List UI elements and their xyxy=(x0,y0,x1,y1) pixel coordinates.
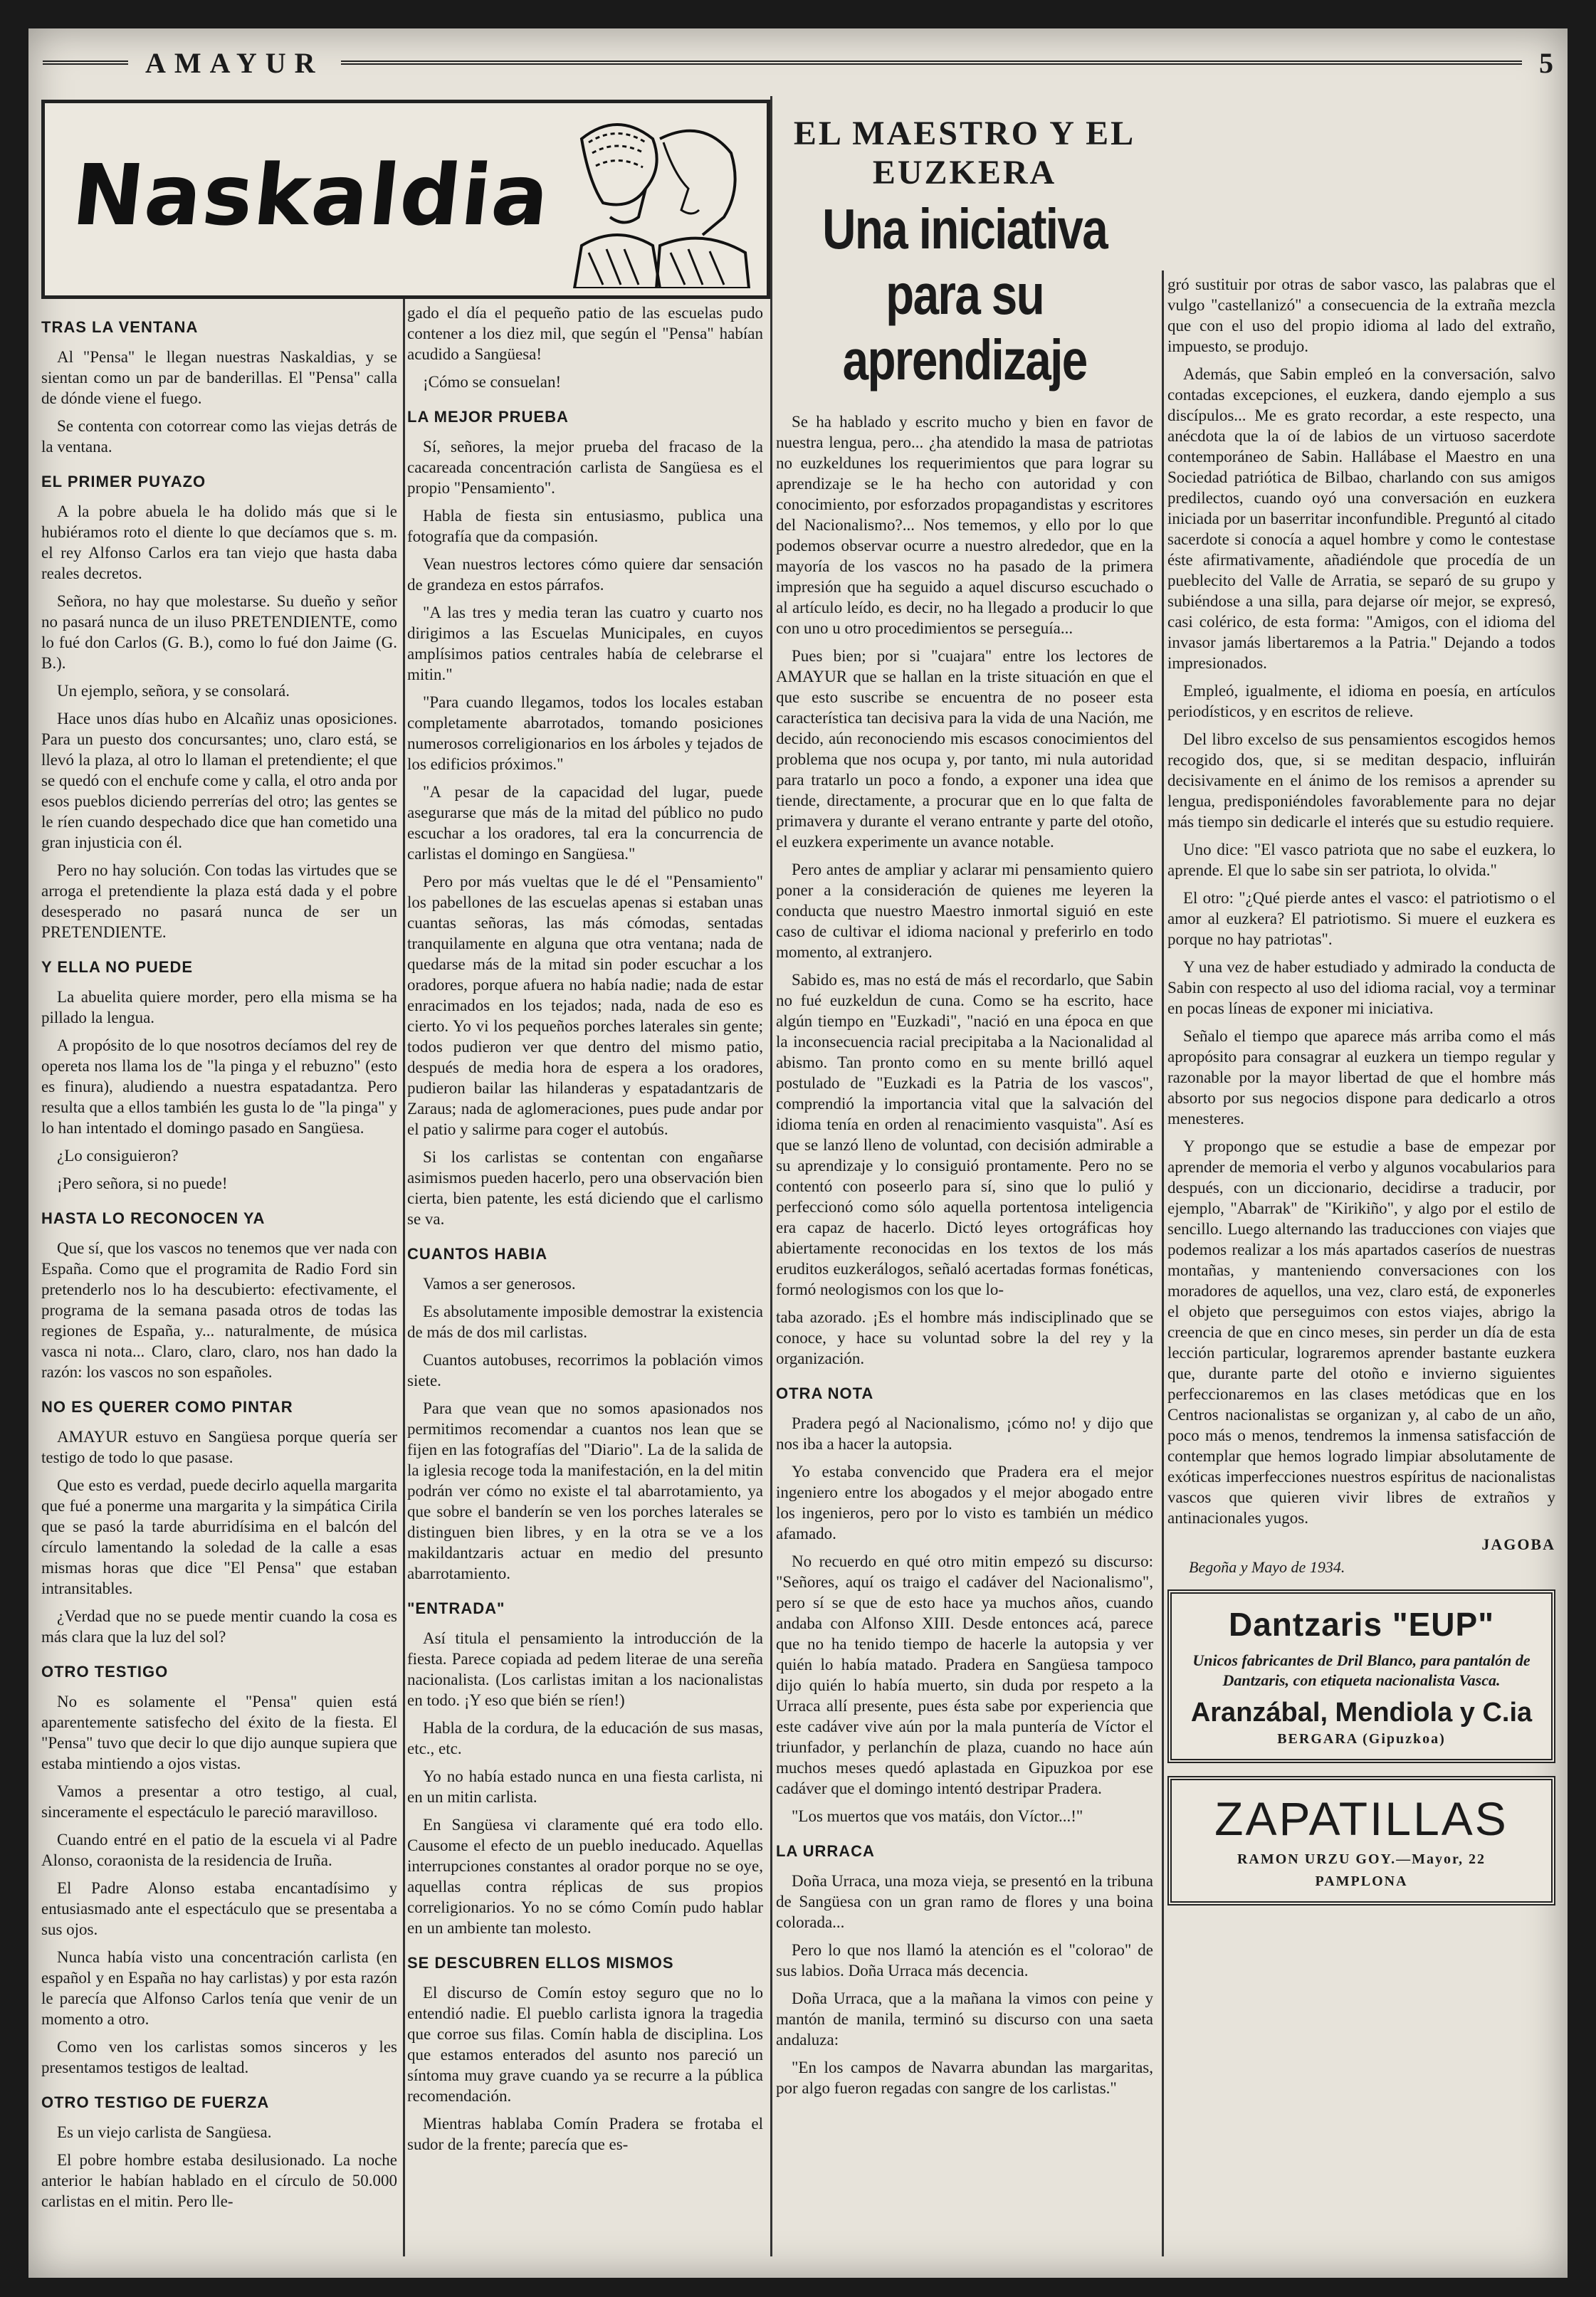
article-dateline: Begoña y Mayo de 1934. xyxy=(1189,1558,1345,1576)
paragraph: AMAYUR estuvo en Sangüesa porque quería ser testigo de todo lo que pasase. xyxy=(41,1428,397,1466)
article-kicker: EL MAESTRO Y EL EUZKERA xyxy=(793,115,1136,191)
naskaldia-section-2 xyxy=(41,473,397,942)
paragraph: Un ejemplo, señora, y se consolará. xyxy=(57,682,290,700)
ad-city: PAMPLONA xyxy=(1315,1873,1408,1889)
paragraph: Como ven los carlistas somos sinceros y les presentamos testigos de lealtad. xyxy=(41,2038,397,2076)
naskaldia-masthead xyxy=(41,100,770,299)
zapatillas-advertisement xyxy=(1167,1776,1555,1906)
header-rule-right xyxy=(341,61,1522,65)
section-heading: OTRA NOTA xyxy=(776,1384,874,1402)
page-number: 5 xyxy=(1539,46,1553,79)
paragraph: Señalo el tiempo que aparece más arriba como el más apropósito para consagrar al euzkera un tiempo regular y razonable por la mayor libertad de que el hombre más absorto por sus negocios dispone para dedicarlo a otros menesteres. xyxy=(1167,1027,1555,1128)
naskaldia-section-6 xyxy=(41,1663,397,2078)
paragraph: Habla de fiesta sin entusiasmo, publica una fotografía que da compasión. xyxy=(407,507,763,545)
section-heading: LA MEJOR PRUEBA xyxy=(407,408,569,426)
running-header xyxy=(43,41,1553,84)
paragraph: ¡Pero señora, si no puede! xyxy=(57,1174,228,1192)
paragraph: Y una vez de haber estudiado y admirado la conducta de Sabin con respecto al uso del idioma racial, voy a terminar en pocas líneas de exponer mi iniciativa. xyxy=(1167,958,1555,1017)
column-divider xyxy=(1162,270,1164,2256)
paragraph: Pero lo que nos llamó la atención es el "colorao" de sus labios. Doña Urraca más decencia. xyxy=(776,1941,1153,1980)
paragraph: El Padre Alonso estaba encantadísimo y entusiasmado ante el espectáculo que se presentaba a sus ojos. xyxy=(41,1879,397,1938)
section-heading: TRAS LA VENTANA xyxy=(41,318,199,336)
paragraph: Si los carlistas se contentan con engañarse asimismos pueden hacerlo, pero una observación bien cierta, bien patente, les está diciendo que el carlismo se va. xyxy=(407,1148,763,1228)
naskaldia-section-3 xyxy=(41,958,397,1194)
paragraph: En Sangüesa vi claramente qué era todo ello. Causome el efecto de un pueblo ineducado. Aquellas interrupciones constantes al orador porque no se oye, aquellas contra réplicas de sus propios correligionarios. Yo no se cómo Comín pudo hablar en un ambiente tan molesto. xyxy=(407,1816,763,1937)
paragraph: Señora, no hay que molestarse. Su dueño y señor no pasará nunca de un iluso PRETENDIENTE, como lo fué don Carlos (G. B.), como lo fué don Jaime (G. B.). xyxy=(41,592,397,672)
section-heading: EL PRIMER PUYAZO xyxy=(41,473,206,490)
paragraph: Yo estaba convencido que Pradera era el mejor ingeniero entre los abogados y el mejor abogado entre los ingenieros, pero por lo visto es también un médico afamado. xyxy=(776,1463,1153,1542)
newspaper-page xyxy=(28,28,1568,2278)
paragraph: ¿Lo consiguieron? xyxy=(57,1147,179,1165)
section-heading: OTRO TESTIGO xyxy=(41,1663,169,1681)
paragraph: "Para cuando llegamos, todos los locales estaban completamente abarrotados, tomando posiciones numerosos correligionarios en los árboles y tejados de los edificios próximos." xyxy=(407,693,763,773)
main-article-column-2 xyxy=(1167,274,1555,2256)
dantzaris-advertisement xyxy=(1167,1589,1555,1763)
paragraph: La abuelita quiere morder, pero ella misma se ha pillado la lengua. xyxy=(41,988,397,1026)
ad-title: ZAPATILLAS xyxy=(1214,1792,1508,1845)
paragraph: Vamos a ser generosos. xyxy=(423,1275,576,1293)
paragraph: A la pobre abuela le ha dolido más que si le hubiéramos roto el diente lo que decíamos que s. m. el rey Alfonso Carlos era tan viejo que hasta daba reales decretos. xyxy=(41,503,397,582)
paragraph: A propósito de lo que nosotros decíamos del rey de opereta nos llama los de "la pinga y el rebuzno" (esto es finura), aludiendo a nuestra espatadantza. Pero resulta que a ellos también les gusta lo de "la pinga" y lo han intentado el domingo pasado en Sangüesa. xyxy=(41,1036,397,1137)
paragraph: Doña Urraca, una moza vieja, se presentó en la tribuna de Sangüesa con un gran ramo de flores y una boina colorada... xyxy=(776,1872,1153,1931)
paragraph: Pero no hay solución. Con todas las virtudes que se arroga el pretendiente la plaza está dada y el pobre desesperado no pasará nunca de ser un PRETENDIENTE. xyxy=(41,861,397,941)
paragraph: Además, que Sabin empleó en la conversación, salvo contadas excepciones, el euzkera, dando ejemplo a sus discípulos... Me es grato recordar, a este respecto, una anécdota que la oí de labios de un virtuoso sacerdote contemporáneo de Sabin. Hallábase el Maestro en una Sociedad patriótica de Bilbao, charlando con sus amigos predilectos, cuando oyó una conversación en euzkera iniciada por un baserritar inconfundible. Preguntó al citado sacerdote si conocía a aquel hombre y como le contestase éste afirmativamente, añadiéndole que procedía de un pueblecito del Valle de Arratia, se separó de su grupo y subiéndose a una silla, para dejarse oír mejor, se expresó, casi colérico, de esta forma: "Amigos, con el idioma del invasor jamás libertaremos a la Patria." Dejando a todos impresionados. xyxy=(1167,365,1555,672)
paragraph: Se contenta con cotorrear como las viejas detrás de la ventana. xyxy=(41,417,397,456)
paragraph: El pobre hombre estaba desilusionado. La noche anterior le habían hablado en el círculo de 50.000 carlistas en el mitin. Pero lle- xyxy=(41,2151,397,2210)
section-heading: NO ES QUERER COMO PINTAR xyxy=(41,1398,293,1416)
article-headline: Una iniciativa para su aprendizaje xyxy=(822,197,1108,391)
paragraph: Habla de la cordura, de la educación de sus masas, etc., etc. xyxy=(407,1719,763,1757)
paragraph: Empleó, igualmente, el idioma en poesía, en artículos periodísticos, y en escritos de relieve. xyxy=(1167,682,1555,720)
paragraph: Hace unos días hubo en Alcañiz unas oposiciones. Para un puesto dos concursantes; uno, claro está, se llevó la plaza, al otro lo llaman el pretendiente; el que se quedó con el enchufe come y calla, el otro anda por esos pueblos diciendo perrerías del otro; las gentes se le ríen cuando despechado dice que han cometido una gran injusticia con él. xyxy=(41,710,397,851)
paragraph: Que sí, que los vascos no tenemos que ver nada con España. Como que el programita de Radio Ford sin pretenderlo nos lo ha descubierto: efectivamente, el programa de la semana pasada otros de todas las regiones de España, y... naturalmente, de música vasca ni nota... Claro, claro, claro, nos han dado la razón: los vascos no son españoles. xyxy=(41,1239,397,1381)
paragraph: Yo no había estado nunca en una fiesta carlista, ni en un mitin carlista. xyxy=(407,1767,763,1806)
header-rule-left xyxy=(43,61,128,65)
naskaldia-column-1 xyxy=(41,303,397,2256)
section-heading: SE DESCUBREN ELLOS MISMOS xyxy=(407,1954,674,1972)
paragraph: Pero por más vueltas que le dé el "Pensamiento" los pabellones de las escuelas apenas si estaban unas cuantas señoras, las más cómodas, sentadas tranquilamente en alguna que otra ventana; nada de quedarse más de la mitad sin poder escuchar a los oradores, porque afuera no había nadie; nada de estar enracimados en los tejados; nada, nada de eso es cierto. Yo vi los pequeños porches laterales sin gente; todos pudieron ver que dentro del mismo patio, después de media hora de espera a los oradores, pudieron bailar las hilanderas y espatadantzaris de Zaraus; nada de aglomeraciones, pues pude andar por el patio y salirme para coger el autobús. xyxy=(407,873,763,1138)
naskaldia-section-7 xyxy=(41,2093,397,2212)
paragraph: taba azorado. ¡Es el hombre más indisciplinado que se conoce, y hace su voluntad sobre la del rey y la organización. xyxy=(776,1308,1153,1367)
paragraph: Vean nuestros lectores cómo quiere dar sensación de grandeza en estos párrafos. xyxy=(407,555,763,594)
paragraph: Pues bien; por si "cuajara" entre los lectores de AMAYUR que se hallan en la triste situación en que el que esto suscribe se encuentra de no poseer esta característica tan decisiva para la vida de una Nación, me decido, aún reconociendo mis escasos conocimientos del problema que nos ocupa y, por tanto, mi nula autoridad para tratarlo un poco a fondo, a exponer una idea que tiende, directamente, a procurar que en lo que falta de primavera y durante el verano entrante y parte del otoño, el euzkera experimente un avance notable. xyxy=(776,647,1153,851)
paragraph: Pradera pegó al Nacionalismo, ¡cómo no! y dijo que nos iba a hacer la autopsia. xyxy=(776,1414,1153,1453)
paragraph: Que esto es verdad, puede decirlo aquella margarita que fué a ponerme una margarita y la simpática Cirila que se pasó la tarde aburridísima en el balcón del círculo lamentando la soledad de la calle a esas mismas horas que dice "El Pensa" que estaban intransitables. xyxy=(41,1476,397,1597)
naskaldia-section-4 xyxy=(41,1209,397,1382)
ad-subtitle: Unicos fabricantes de Dril Blanco, para pantalón de Dantzaris, con etiqueta nacionalista Vasca. xyxy=(1192,1651,1531,1689)
paragraph: Cuando entré en el patio de la escuela vi al Padre Alonso, coraonista de la residencia de Iruña. xyxy=(41,1831,397,1869)
paragraph: "A pesar de la capacidad del lugar, puede asegurarse que más de la mitad del público no pudo escuchar a los oradores, tal era la concurrencia de carlistas el domingo en Sangüesa." xyxy=(407,783,763,863)
naskaldia-section-5 xyxy=(41,1398,397,1647)
paragraph: gado el día el pequeño patio de las escuelas pudo contener a los diez mil, que según el "Pensa" habían acudido a Sangüesa! xyxy=(407,304,763,363)
section-heading: "ENTRADA" xyxy=(407,1599,505,1617)
paragraph: Se ha hablado y escrito mucho y bien en favor de nuestra lengua, pero... ¿ha atendido la masa de patriotas no euzkeldunes los requerimientos que para lograr su aprendizaje se le ha hecho con autoridad y con conocimiento, por esforzados propagandistas y escritores del Nacionalismo?... Nos tememos, y ello por lo que podemos observar ocurre a nuestro alrededor, que en la mayoría de los vascos no ha pasado de la primera impresión que ha seguido a aquel discurso escuchado o al artículo leído, es decir, no ha llegado a producir lo que con uno u otro procedimientos se perseguía... xyxy=(776,413,1153,637)
ad-company: Aranzábal, Mendiola y C.ia xyxy=(1190,1698,1533,1728)
section-heading: HASTA LO RECONOCEN YA xyxy=(41,1209,266,1227)
paragraph: gró sustituir por otras de sabor vasco, las palabras que el vulgo "castellanizó" a consecuencia de la extraña mezcla que con el uso del propio idioma al lado del extraño, impuesto, se produjo. xyxy=(1167,275,1555,355)
paragraph: Sí, señores, la mejor prueba del fracaso de la cacareada concentración carlista de Sangüesa es el propio "Pensamiento". xyxy=(407,438,763,497)
masthead-title: Naskaldia xyxy=(68,146,555,244)
paragraph: Para que vean que no somos apasionados nos permitimos recomendar a cuantos nos lean que se fijen en las fotografías del "Diario". La de la salida de la iglesia recoge toda la manifestación, en la del mitin podrán ver cómo no existe el tal abarrotamiento, ya que sobre el banderín se ven los porches laterales se distinguen bien libres, y en la otra se ve a los makildantzaris actuar en medio del presunto abarrotamiento. xyxy=(407,1399,763,1582)
paragraph: Sabido es, mas no está de más el recordarlo, que Sabin no fué euzkeldun de cuna. Como se ha escrito, hace algún tiempo en "Euzkadi", "nació en una época en que la inconsecuencia racial precipitaba a la Nacionalidad al abismo. Tan pronto como en su mente brilló aquel postulado de "Euzkadi es la Patria de los vascos", comprendió la importancia vital que la salvación del idioma tenía en orden al renacimiento vasquista". Así es que se lanzó lleno de voluntad, con decisión admirable a su aprendizaje y lo consiguió prontamente. Pero no se contentó con poseerlo para sí, sino que lo pulió y perfeccionó como sólo aquella portentosa inteligencia era capaz de hacerlo. Dictó leyes ortográficas hoy abiertamente reconocidas en los textos de los más eruditos euzkerálogos, señaló acertadas formas fonéticas, formó neologismos con los que lo- xyxy=(776,971,1153,1298)
paragraph: Mientras hablaba Comín Pradera se frotaba el sudor de la frente; parecía que es- xyxy=(407,2115,763,2153)
two-women-illustration xyxy=(539,110,752,288)
column-divider xyxy=(770,96,772,2256)
paragraph: Así titula el pensamiento la introducción de la fiesta. Parece copiada ad pedem literae de una sereña nacionalista. (Los carlistas imitan a los nacionalistas en todo. ¡Y eso que bién se ríen!) xyxy=(407,1629,763,1709)
ad-address: RAMON URZU GOY.—Mayor, 22 xyxy=(1237,1851,1486,1867)
paragraph: El otro: "¿Qué pierde antes el vasco: el patriotismo o el amor al euzkera? El patriotismo. Si muere el euzkera es porque no hay patriotas". xyxy=(1167,889,1555,948)
paragraph: Pero antes de ampliar y aclarar mi pensamiento quiero poner a la consideración de quienes me leyeren la conducta que nuestro Maestro inmortal siguió en este caso de cultivar el idioma nacional y preferirlo en todo momento, al extranjero. xyxy=(776,861,1153,961)
section-heading: Y ELLA NO PUEDE xyxy=(41,958,194,976)
section-heading: LA URRACA xyxy=(776,1842,875,1860)
paragraph: Cuantos autobuses, recorrimos la población vimos siete. xyxy=(407,1351,763,1389)
paragraph: No recuerdo en qué otro mitin empezó su discurso: "Señores, aquí os traigo el cadáver del Nacionalismo", pero sí se que de esto hace ya muchos años, cuando andaba con Alfonso XIII. Desde entonces acá, parece que no ha tenido tiempo de hacerle la autopsia y ver quién lo había matado. Pradera en Sangüesa tampoco dijo quién lo había muerto, sin duda por respeto a la Urraca allí presente, pues ésta sabe por experiencia que este cadáver vive aún por la mala puntería de Víctor el triunfador, y perlanchín de plaza, cuando no hace aún muchos meses quedó aplastada en Gipuzkoa por ese cadáver que el domingo intentó destripar Pradera. xyxy=(776,1552,1153,1797)
paragraph: Uno dice: "El vasco patriota que no sabe el euzkera, lo aprende. El que lo sabe sin ser patriota, lo olvida." xyxy=(1167,841,1555,879)
column-divider xyxy=(403,299,405,2256)
paragraph: Del libro excelso de sus pensamientos escogidos hemos recogido dos, que, si se meditan despacio, influirán decisivamente en el ánimo de los remisos a aprender su lengua, predisponiéndoles favorablemente para no dejar más tiempo sin dedicarle el interés que su estudio requiere. xyxy=(1167,730,1555,831)
paragraph: ¿Verdad que no se puede mentir cuando la cosa es más clara que la luz del sol? xyxy=(41,1607,397,1646)
naskaldia-section-1 xyxy=(41,318,397,457)
paragraph: Vamos a presentar a otro testigo, al cual, sinceramente el espectáculo le pareció maravilloso. xyxy=(41,1782,397,1821)
section-heading: CUANTOS HABIA xyxy=(407,1245,548,1263)
naskaldia-column-2 xyxy=(407,303,763,2256)
paragraph: "A las tres y media teran las cuatro y cuarto nos dirigimos a las Escuelas Municipales, en cuyos amplísimos patios centrales había de celebrarse el mitin." xyxy=(407,604,763,683)
paragraph: Nunca había visto una concentración carlista (en español y en España no hay carlistas) y por esta razón le parecía que Alfonso Carlos tenía que venir de un momento a otro. xyxy=(41,1948,397,2028)
paragraph: Doña Urraca, que a la mañana la vimos con peine y mantón de manila, terminó su discurso con una saeta andaluza: xyxy=(776,1989,1153,2049)
paragraph: Es un viejo carlista de Sangüesa. xyxy=(57,2123,272,2141)
ad-location: BERGARA (Gipuzkoa) xyxy=(1277,1731,1446,1747)
paragraph: Y propongo que se estudie a base de empezar por aprender de memoria el verbo y algunos vocabularios para después, con un diccionario, decidirse a traducir, por ejemplo, "Abarrak" de "Kirikiño", y algo por el estilo de sencillo. Luego alternando las traducciones con viajes que podemos realizar a los más apartados caseríos de nuestras montañas, y manteniendo conversaciones con los moradores de aquellos, una vez, claro está, de exponerles el objeto que perseguimos con estos viajes, abrigo la creencia de que en cinco meses, sin perder un día de esta lección particular, lograremos aprender bastante euzkera que, durante parte del otoño e invierno siguientes perfeccionaremos en las clases metódicas que en los Centros nacionalistas se organizan y, al cabo de un año, poco más o menos, tendremos la inmensa satisfacción de contemplar que hemos logrado limpiar absolutamente de exóticas imperfecciones nuestros espíritus de nacionalistas vascos que quieren vivir libres de extraños y antinacionales yugos. xyxy=(1167,1137,1555,1527)
main-article-column-1 xyxy=(776,100,1153,2256)
paragraph: Es absolutamente imposible demostrar la existencia de más de dos mil carlistas. xyxy=(407,1303,763,1341)
paragraph: Al "Pensa" le llegan nuestras Naskaldias, y se sientan como un par de banderillas. El "Pensa" calla de dónde viene el fuego. xyxy=(41,348,397,407)
section-heading: OTRO TESTIGO DE FUERZA xyxy=(41,2093,270,2111)
paragraph: ¡Cómo se consuelan! xyxy=(423,373,562,391)
paragraph: El discurso de Comín estoy seguro que no lo entendió nadie. El pueblo carlista ignora la tragedia que corroe sus filas. Comín habla de disciplina. Los que estamos enterados del asunto nos pareció un síntoma muy grave cuando ya se recurre a la pública recomendación. xyxy=(407,1984,763,2105)
article-signature: JAGOBA xyxy=(1481,1535,1555,1553)
paragraph: "Los muertos que vos matáis, don Víctor...!" xyxy=(792,1807,1083,1825)
paragraph: "En los campos de Navarra abundan las margaritas, por algo fueron regadas con sangre de los carlistas." xyxy=(776,2059,1153,2097)
ad-title: Dantzaris "EUP" xyxy=(1228,1606,1495,1643)
paragraph: No es solamente el "Pensa" quien está aparentemente satisfecho del éxito de la fiesta. El "Pensa" tuvo que decir lo que dijo aunque supiera que estaba mintiendo a ojos vistas. xyxy=(41,1693,397,1772)
paper-name: AMAYUR xyxy=(145,46,324,79)
